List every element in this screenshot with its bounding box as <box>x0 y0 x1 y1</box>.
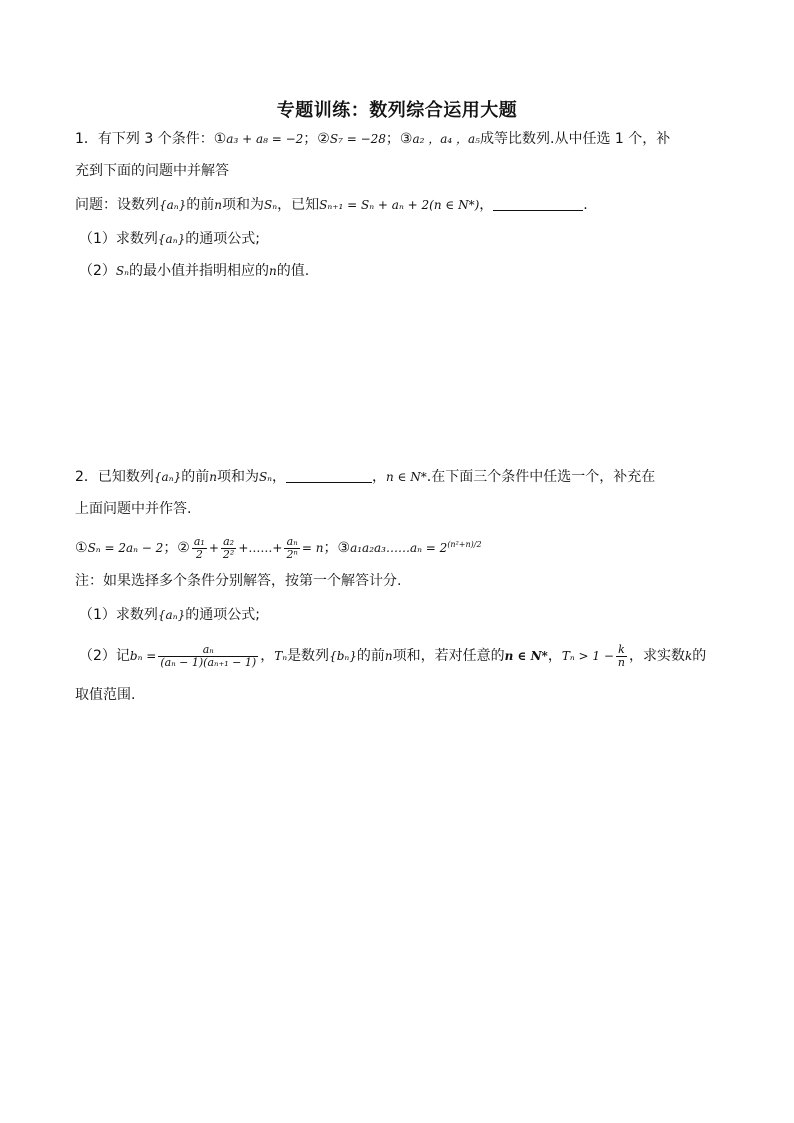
q2-Tn: Tₙ <box>274 649 288 663</box>
q2-part1-text1: 求数列 <box>115 607 158 623</box>
q2-part2-text2: 的前 <box>356 648 385 664</box>
q2-part1-text2: 的通项公式; <box>185 607 260 623</box>
q1-part2-Sn: Sₙ <box>115 264 130 278</box>
q1-line-1: 1．有下列 3 个条件：①a₃ + a₈ = −2；②S₇ = −28；③a₂ ，a₄ ，a₅成等比数列.从中任选 1 个，补 <box>75 131 671 147</box>
q2-bn-frac: $\frac{\text{aₙ}}{\text{(aₙ − 1)(aₙ₊₁ − 1)}}$ <box>160 642 257 669</box>
q2-domain: n ∈ N* <box>386 470 427 484</box>
q1-part2 <box>79 260 309 282</box>
q2-part1-seq: {aₙ} <box>157 608 186 622</box>
q2-part2-text3: 项和，若对任意的 <box>392 648 505 664</box>
q2-bn: bₙ = <box>129 649 157 663</box>
q1-part1-label: （1） <box>79 231 116 247</box>
q2-tail: .在下面三个条件中任选一个，补充在 <box>426 469 656 485</box>
q1-recurrence: Sₙ₊₁ = Sₙ + aₙ + 2 <box>319 198 430 212</box>
q2-c2-frac3: $\frac{\text{aₙ}}{\text{2ⁿ}}$ <box>286 534 298 561</box>
q1-part2-text2: 的值. <box>276 263 310 279</box>
q2-domain2: n ∈ N* <box>504 649 548 663</box>
q2-c3-mark: ；③ <box>323 540 351 556</box>
q2-part1 <box>79 604 260 626</box>
q2-line-1 <box>75 466 655 488</box>
q2-c2-frac1: $\frac{\text{a₁}}{2}$ <box>193 534 205 561</box>
q2-k-frac: $\frac{k}{n}$ <box>617 642 625 669</box>
q2-part1-label: （1） <box>79 607 116 623</box>
q2-k: k <box>685 649 693 663</box>
page-title: 专题训练：数列综合运用大题 <box>276 100 518 121</box>
q2-part2-text5: ，求实数 <box>629 648 685 664</box>
q1-cond3-terms: a₂ ，a₄ ，a₅ <box>412 132 480 146</box>
q1-answer-blank[interactable] <box>493 196 583 211</box>
q1-domain: (n ∈ N*) <box>429 198 480 212</box>
q2-c3-math: a₁a₂a₃……aₙ = 2 <box>350 541 448 555</box>
q2-Sn: Sₙ <box>258 470 273 484</box>
q1-part1 <box>79 228 260 250</box>
q1-cond3-mark: ③ <box>399 131 413 147</box>
q1-problem-mid2: 项和为 <box>222 197 265 213</box>
q2-part2-n: n <box>384 649 393 663</box>
q2-part2-ji: 记 <box>115 648 130 664</box>
q1-cond2-math: S₇ = −28 <box>329 132 386 146</box>
q2-bseq: {bₙ} <box>329 649 357 663</box>
q2-c2-frac2: $\frac{\text{a₂}}{\text{2²}}$ <box>222 534 235 561</box>
q1-seq: {aₙ} <box>159 198 187 212</box>
q2-comma-2: ， <box>372 469 387 485</box>
q1-end2: . <box>583 197 588 213</box>
q2-mid2: 项和为 <box>216 469 259 485</box>
q2-part2 <box>79 640 706 672</box>
q1-cond2-mark: ② <box>317 131 330 147</box>
q1-part1-text1: 求数列 <box>115 231 158 247</box>
q2-part2-label: （2） <box>79 648 116 664</box>
q1-part2-text1: 的最小值并指明相应的 <box>129 263 270 279</box>
q2-part2-text4: ， <box>547 648 562 664</box>
q2-c3-exp: (n²+n)/2 <box>447 540 482 549</box>
q2-line-2: 上面问题中并作答. <box>75 501 192 517</box>
q1-part2-label: （2） <box>79 263 116 279</box>
q2-c2-mark: ；② <box>163 540 190 556</box>
q2-comma: ， <box>272 469 287 485</box>
q2-c2-dots: +……+ <box>238 541 283 555</box>
q2-ineq: Tₙ > 1 − <box>561 649 614 663</box>
q2-intro: 已知数列 <box>97 469 154 485</box>
q1-cond3-text: 成等比数列.从中任选 1 个，补 <box>480 131 671 147</box>
q1-cond1-mark: ① <box>213 131 227 147</box>
q2-answer-blank[interactable] <box>286 468 372 483</box>
q2-note: 注：如果选择多个条件分别解答，按第一个解答计分. <box>75 573 402 589</box>
q2-number: 2． <box>75 469 98 485</box>
q2-c2-eq: = n <box>301 541 324 555</box>
q1-n: n <box>214 198 223 212</box>
q1-part1-seq: {aₙ} <box>157 232 186 246</box>
q1-problem-label: 问题：设数列 <box>75 197 159 213</box>
q2-conditions: ①Sₙ = 2aₙ − 2；② $\frac{\text{a₁}}{2}$ + $\frac{\text{a₂}}{\text{2²}}$ +……+ $\frac{\text{aₙ}}{\text{2ⁿ}}$ = n；③a₁a₂a₃……aₙ = $2^{(n^2+n)/2}$ <box>75 534 482 561</box>
q2-part2-text1: 是数列 <box>287 648 330 664</box>
q2-n: n <box>209 470 217 484</box>
q2-mid: 的前 <box>181 469 210 485</box>
q1-problem-mid: 的前 <box>186 197 215 213</box>
q1-Sn: Sₙ <box>264 198 278 212</box>
q2-c1-mark: ① <box>75 540 88 556</box>
q2-last-line: 取值范围. <box>75 687 136 703</box>
q1-part1-text2: 的通项公式; <box>185 231 260 247</box>
q1-end: ， <box>479 197 494 213</box>
q1-line-2: 充到下面的问题中并解答 <box>75 163 229 179</box>
q2-part2-mid: ， <box>260 648 275 664</box>
q1-intro: 有下列 3 个条件： <box>97 131 214 147</box>
q2-seq: {aₙ} <box>153 470 182 484</box>
q1-cond1-math: a₃ + a₈ = −2 <box>226 132 304 146</box>
q2-part2-text6: 的 <box>692 648 707 664</box>
q1-known: ，已知 <box>277 197 320 213</box>
q1-part2-n: n <box>269 264 277 278</box>
q2-c1-math: Sₙ = 2aₙ − 2 <box>87 541 164 555</box>
q1-problem-line <box>75 194 588 216</box>
q1-number: 1． <box>75 131 98 147</box>
